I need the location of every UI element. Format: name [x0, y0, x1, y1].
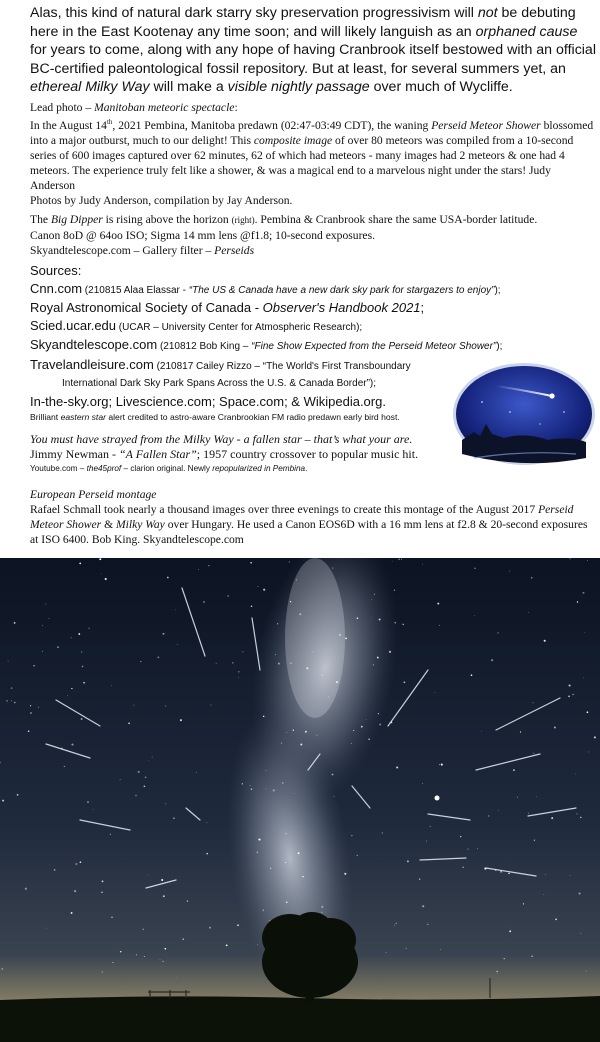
star: [167, 577, 169, 579]
star: [285, 862, 286, 863]
star: [135, 795, 137, 797]
star: [71, 637, 72, 638]
bright-planet: [435, 796, 440, 801]
source-rasc: Royal Astronomical Society of Canada - Observer's Handbook 2021;: [30, 300, 425, 315]
star: [281, 743, 282, 744]
star: [187, 900, 188, 901]
star: [419, 879, 420, 880]
star: [42, 625, 43, 626]
star: [163, 895, 165, 897]
star: [389, 651, 391, 653]
star: [285, 833, 286, 834]
star: [290, 663, 291, 664]
star: [336, 681, 338, 683]
star: [488, 815, 489, 816]
star: [498, 632, 499, 633]
star: [160, 959, 161, 960]
star: [528, 813, 529, 814]
star: [471, 674, 473, 676]
star: [545, 874, 546, 875]
star: [258, 586, 259, 587]
star: [401, 559, 402, 560]
star: [513, 769, 515, 771]
european-montage-caption: [30, 487, 596, 547]
star: [468, 849, 469, 850]
source-travelandleisure: Travelandleisure.com (210817 Cailey Rizzo – “The World's First Transboundary: [30, 356, 411, 372]
star: [531, 577, 533, 579]
star: [256, 851, 258, 853]
star: [572, 694, 573, 695]
star: [570, 875, 571, 876]
star: [430, 826, 431, 827]
source-others: In-the-sky.org; Livescience.com; Space.com; & Wikipedia.org.: [30, 393, 386, 409]
star: [266, 770, 267, 771]
star: [474, 568, 475, 569]
star: [14, 702, 16, 704]
star: [569, 684, 571, 686]
star: [344, 873, 346, 875]
star: [536, 796, 537, 797]
star: [110, 834, 111, 835]
eastern-star-alert: Brilliant eastern star alert credited to astro-aware Cranbrookian FM radio predawn early bird host.: [30, 412, 400, 422]
song-credit: Jimmy Newman - “A Fallen Star”; 1957 country crossover to popular music hit.: [30, 447, 419, 461]
star: [576, 813, 577, 814]
star: [120, 779, 121, 780]
source-cnn: Cnn.com (210815 Alaa Elassar - “The US & Canada have a new dark sky park for stargazers to enjoy”);: [30, 280, 501, 296]
star: [460, 836, 461, 837]
star: [101, 573, 102, 574]
star: [207, 822, 208, 823]
star: [78, 633, 80, 635]
star: [382, 833, 383, 834]
star: [306, 667, 308, 669]
star: [406, 948, 407, 949]
star: [439, 625, 440, 626]
star: [14, 622, 16, 624]
star: [422, 905, 424, 907]
lead-gallery: Skyandtelescope.com – Gallery filter – Perseids: [30, 243, 255, 257]
star: [523, 903, 524, 904]
star: [332, 568, 333, 569]
star: [351, 743, 352, 744]
star: [128, 722, 130, 724]
star: [305, 731, 307, 733]
star: [403, 681, 405, 683]
star: [509, 930, 511, 932]
star: [138, 771, 140, 773]
star: [33, 665, 34, 666]
star: [289, 561, 290, 562]
star: [250, 785, 251, 786]
star: [332, 774, 334, 776]
star: [402, 624, 404, 626]
star: [302, 876, 304, 878]
star: [568, 696, 570, 698]
star: [528, 612, 529, 613]
star: [379, 724, 381, 726]
star: [80, 861, 82, 863]
star: [196, 772, 197, 773]
star: [374, 594, 375, 595]
star: [373, 664, 374, 665]
star: [339, 634, 341, 636]
star: [105, 578, 107, 580]
star: [351, 835, 352, 836]
star: [440, 949, 441, 950]
star: [569, 558, 570, 559]
star: [46, 928, 47, 929]
star: [38, 707, 39, 708]
star: [30, 712, 31, 713]
star: [504, 958, 505, 959]
star: [394, 622, 396, 624]
star: [286, 732, 287, 733]
star: [328, 696, 329, 697]
star: [278, 663, 280, 665]
star: [111, 685, 112, 686]
star: [54, 869, 56, 871]
star: [175, 610, 176, 611]
star: [594, 736, 596, 738]
euro-heading: European Perseid montage: [30, 488, 157, 501]
star: [71, 688, 72, 689]
star: [176, 977, 177, 978]
star: [251, 788, 253, 790]
star: [334, 796, 335, 797]
star: [99, 558, 101, 560]
star: [74, 890, 76, 892]
star: [437, 603, 439, 605]
star: [11, 700, 12, 701]
star: [28, 730, 30, 732]
star: [509, 571, 510, 572]
star: [322, 912, 323, 913]
star: [435, 692, 436, 693]
star: [209, 927, 211, 929]
star: [273, 789, 275, 791]
star: [543, 894, 544, 895]
star: [145, 776, 147, 778]
star: [64, 766, 65, 767]
star: [42, 651, 43, 652]
star: [263, 909, 264, 910]
star: [477, 848, 478, 849]
star: [496, 971, 498, 973]
star: [158, 657, 160, 659]
star: [491, 659, 493, 661]
star: [45, 604, 46, 605]
star: [394, 590, 395, 591]
star: [263, 589, 265, 591]
star: [165, 706, 166, 707]
star: [544, 640, 546, 642]
star: [441, 764, 443, 766]
lyric-line: You must have strayed from the Milky Way - a fallen star – that’s what your are.: [30, 432, 413, 446]
star: [520, 731, 521, 732]
star: [386, 952, 387, 953]
star: [286, 902, 288, 904]
star: [299, 613, 301, 615]
star: [89, 628, 90, 629]
star: [258, 839, 260, 841]
star: [366, 719, 367, 720]
star: [398, 559, 399, 560]
star: [396, 923, 397, 924]
star: [577, 601, 578, 602]
sources-heading: Sources:: [30, 263, 82, 278]
star: [148, 875, 149, 876]
star: [148, 760, 149, 761]
lead-body: In the August 14th, 2021 Pembina, Manitoba predawn (02:47-03:49 CDT), the waning Perseid Meteor Shower blossomed into a major outburst, much to our delight! This composite image of over 80 meteors was compiled from a 10-second series of 600 images captured over 62 minutes, 62 of which had meteors - many images had 2 meteors & one had 4 meteors. The experience truly felt like a shower, & was a magical end to a marvelous night under the stars! Judy Anderson: [30, 118, 594, 192]
star: [17, 794, 19, 796]
star: [93, 809, 94, 810]
star: [584, 632, 585, 633]
star: [371, 618, 372, 619]
star: [133, 705, 134, 706]
star: [216, 663, 217, 664]
star: [394, 925, 395, 926]
star: [263, 716, 264, 717]
star: [238, 677, 239, 678]
star: [300, 743, 302, 745]
star: [120, 951, 122, 953]
star: [353, 730, 354, 731]
star: [250, 562, 252, 564]
lead-dipper-note: The Big Dipper is rising above the horizon (right). Pembina & Cranbrook share the same USA-border latitude.: [30, 212, 538, 226]
star: [79, 563, 81, 565]
star: [392, 561, 393, 562]
star: [144, 956, 145, 957]
fallen-star-point: [549, 393, 554, 398]
star: [81, 651, 82, 652]
star: [290, 601, 291, 602]
star: [298, 852, 300, 854]
star: [57, 646, 59, 648]
star: [282, 782, 284, 784]
star: [551, 817, 553, 819]
star: [378, 713, 379, 714]
lead-heading: Lead photo – Manitoban meteoric spectacle:: [30, 101, 238, 114]
star: [555, 919, 557, 921]
star: [180, 719, 182, 721]
star: [143, 929, 144, 930]
star: [531, 956, 532, 957]
star: [6, 700, 8, 702]
star: [173, 817, 174, 818]
star: [322, 675, 323, 676]
star: [357, 617, 359, 619]
star: [588, 752, 589, 753]
star: [407, 860, 409, 862]
star: [242, 651, 243, 652]
star: [161, 879, 163, 881]
star: [140, 661, 141, 662]
star: [162, 961, 163, 962]
star: [81, 718, 83, 720]
star: [498, 810, 499, 811]
star: [439, 764, 440, 765]
star: [361, 726, 363, 728]
perseid-montage-photo: [0, 558, 600, 1042]
star: [71, 912, 73, 914]
intro-paragraph: Alas, this kind of natural dark starry sky preservation progressivism will not be debuting here in the East Kootenay any time soon; and will likely languish as an orphaned cause for years to come, along with any hope of having Cranbrook itself bestowed with an official BC-certified paleontological fossil repository. But at least, for several summers yet, an ethereal Milky Way will make a visible nightly passage over much of Wycliffe.: [30, 5, 596, 95]
lead-credit: Photos by Judy Anderson, compilation by Jay Anderson.: [30, 193, 293, 207]
youtube-credit: Youtube.com – the45prof – clarion original. Newly repopularized in Pembina.: [30, 464, 308, 473]
star: [427, 924, 428, 925]
star: [533, 702, 534, 703]
lead-camera: Canon 8oD @ 64oo ISO; Sigma 14 mm lens @f1.8; 10-second exposures.: [30, 228, 375, 242]
star: [232, 662, 233, 663]
star: [270, 868, 271, 869]
star: [377, 657, 379, 659]
star: [226, 945, 228, 947]
star: [587, 560, 588, 561]
star: [422, 783, 423, 784]
star: [368, 739, 369, 740]
star: [208, 565, 209, 566]
star: [317, 735, 318, 736]
star: [345, 638, 347, 640]
source-ucar: Scied.ucar.edu (UCAR – University Center for Atmospheric Research);: [30, 317, 363, 333]
euro-body: Rafael Schmall took nearly a thousand images over three evenings to create this montage of the August 2017 Perseid Meteor Shower & Milky Way over Hungary. He used a Canon EOS6D with a 16 mm lens at f2.8 & 20-second exposures at ISO 6400. Bob King. Skyandtelescope.com: [30, 503, 588, 546]
star: [206, 853, 208, 855]
star: [238, 671, 240, 673]
star: [227, 595, 228, 596]
star: [2, 800, 4, 802]
star: [251, 606, 253, 608]
star: [242, 783, 243, 784]
star: [586, 971, 587, 972]
star: [102, 971, 103, 972]
ground-silhouette: [0, 996, 600, 1042]
star: [277, 623, 278, 624]
star: [583, 592, 585, 594]
star: [534, 840, 535, 841]
star: [474, 615, 475, 616]
star: [293, 730, 294, 731]
star: [371, 599, 372, 600]
star: [165, 803, 166, 804]
star: [422, 564, 423, 565]
lead-photo-caption: [30, 100, 596, 258]
star: [426, 841, 427, 842]
star: [82, 666, 84, 668]
star: [379, 618, 381, 620]
star: [111, 917, 112, 918]
star: [164, 948, 166, 950]
star: [25, 888, 27, 890]
star: [49, 618, 50, 619]
star: [575, 774, 576, 775]
star: [296, 579, 297, 580]
star: [198, 569, 199, 570]
star: [237, 924, 239, 926]
star: [321, 906, 323, 908]
star: [183, 938, 185, 940]
star: [294, 793, 295, 794]
star: [579, 892, 581, 894]
star: [136, 954, 137, 955]
star: [580, 817, 581, 818]
star: [83, 682, 85, 684]
source-skyandtelescope: Skyandtelescope.com (210812 Bob King – “Fine Show Expected from the Perseid Meteor Shower”);: [30, 337, 503, 352]
source-travelandleisure-cont: International Dark Sky Park Spans Across the U.S. & Canada Border”);: [62, 378, 377, 389]
star: [554, 727, 556, 729]
star: [75, 863, 77, 865]
star: [87, 801, 88, 802]
star: [8, 661, 9, 662]
star: [266, 788, 267, 789]
star: [580, 933, 581, 934]
star: [275, 654, 276, 655]
star: [152, 757, 153, 758]
star: [11, 687, 13, 689]
star: [357, 855, 359, 857]
star: [71, 744, 73, 746]
fallen-star-quote: [30, 432, 596, 475]
star: [508, 873, 510, 875]
star: [500, 871, 502, 873]
star: [211, 705, 212, 706]
star: [101, 892, 103, 894]
star: [587, 711, 589, 713]
star: [102, 881, 104, 883]
star: [583, 678, 584, 679]
star: [67, 695, 68, 696]
star: [517, 797, 518, 798]
star: [30, 705, 31, 706]
star: [163, 633, 165, 635]
star: [177, 644, 178, 645]
star: [203, 601, 205, 603]
star: [313, 652, 314, 653]
star: [396, 766, 398, 768]
star: [144, 785, 146, 787]
star: [257, 944, 258, 945]
star: [1, 968, 3, 970]
star: [481, 731, 482, 732]
star: [462, 866, 464, 868]
star: [533, 753, 534, 754]
star: [113, 962, 114, 963]
